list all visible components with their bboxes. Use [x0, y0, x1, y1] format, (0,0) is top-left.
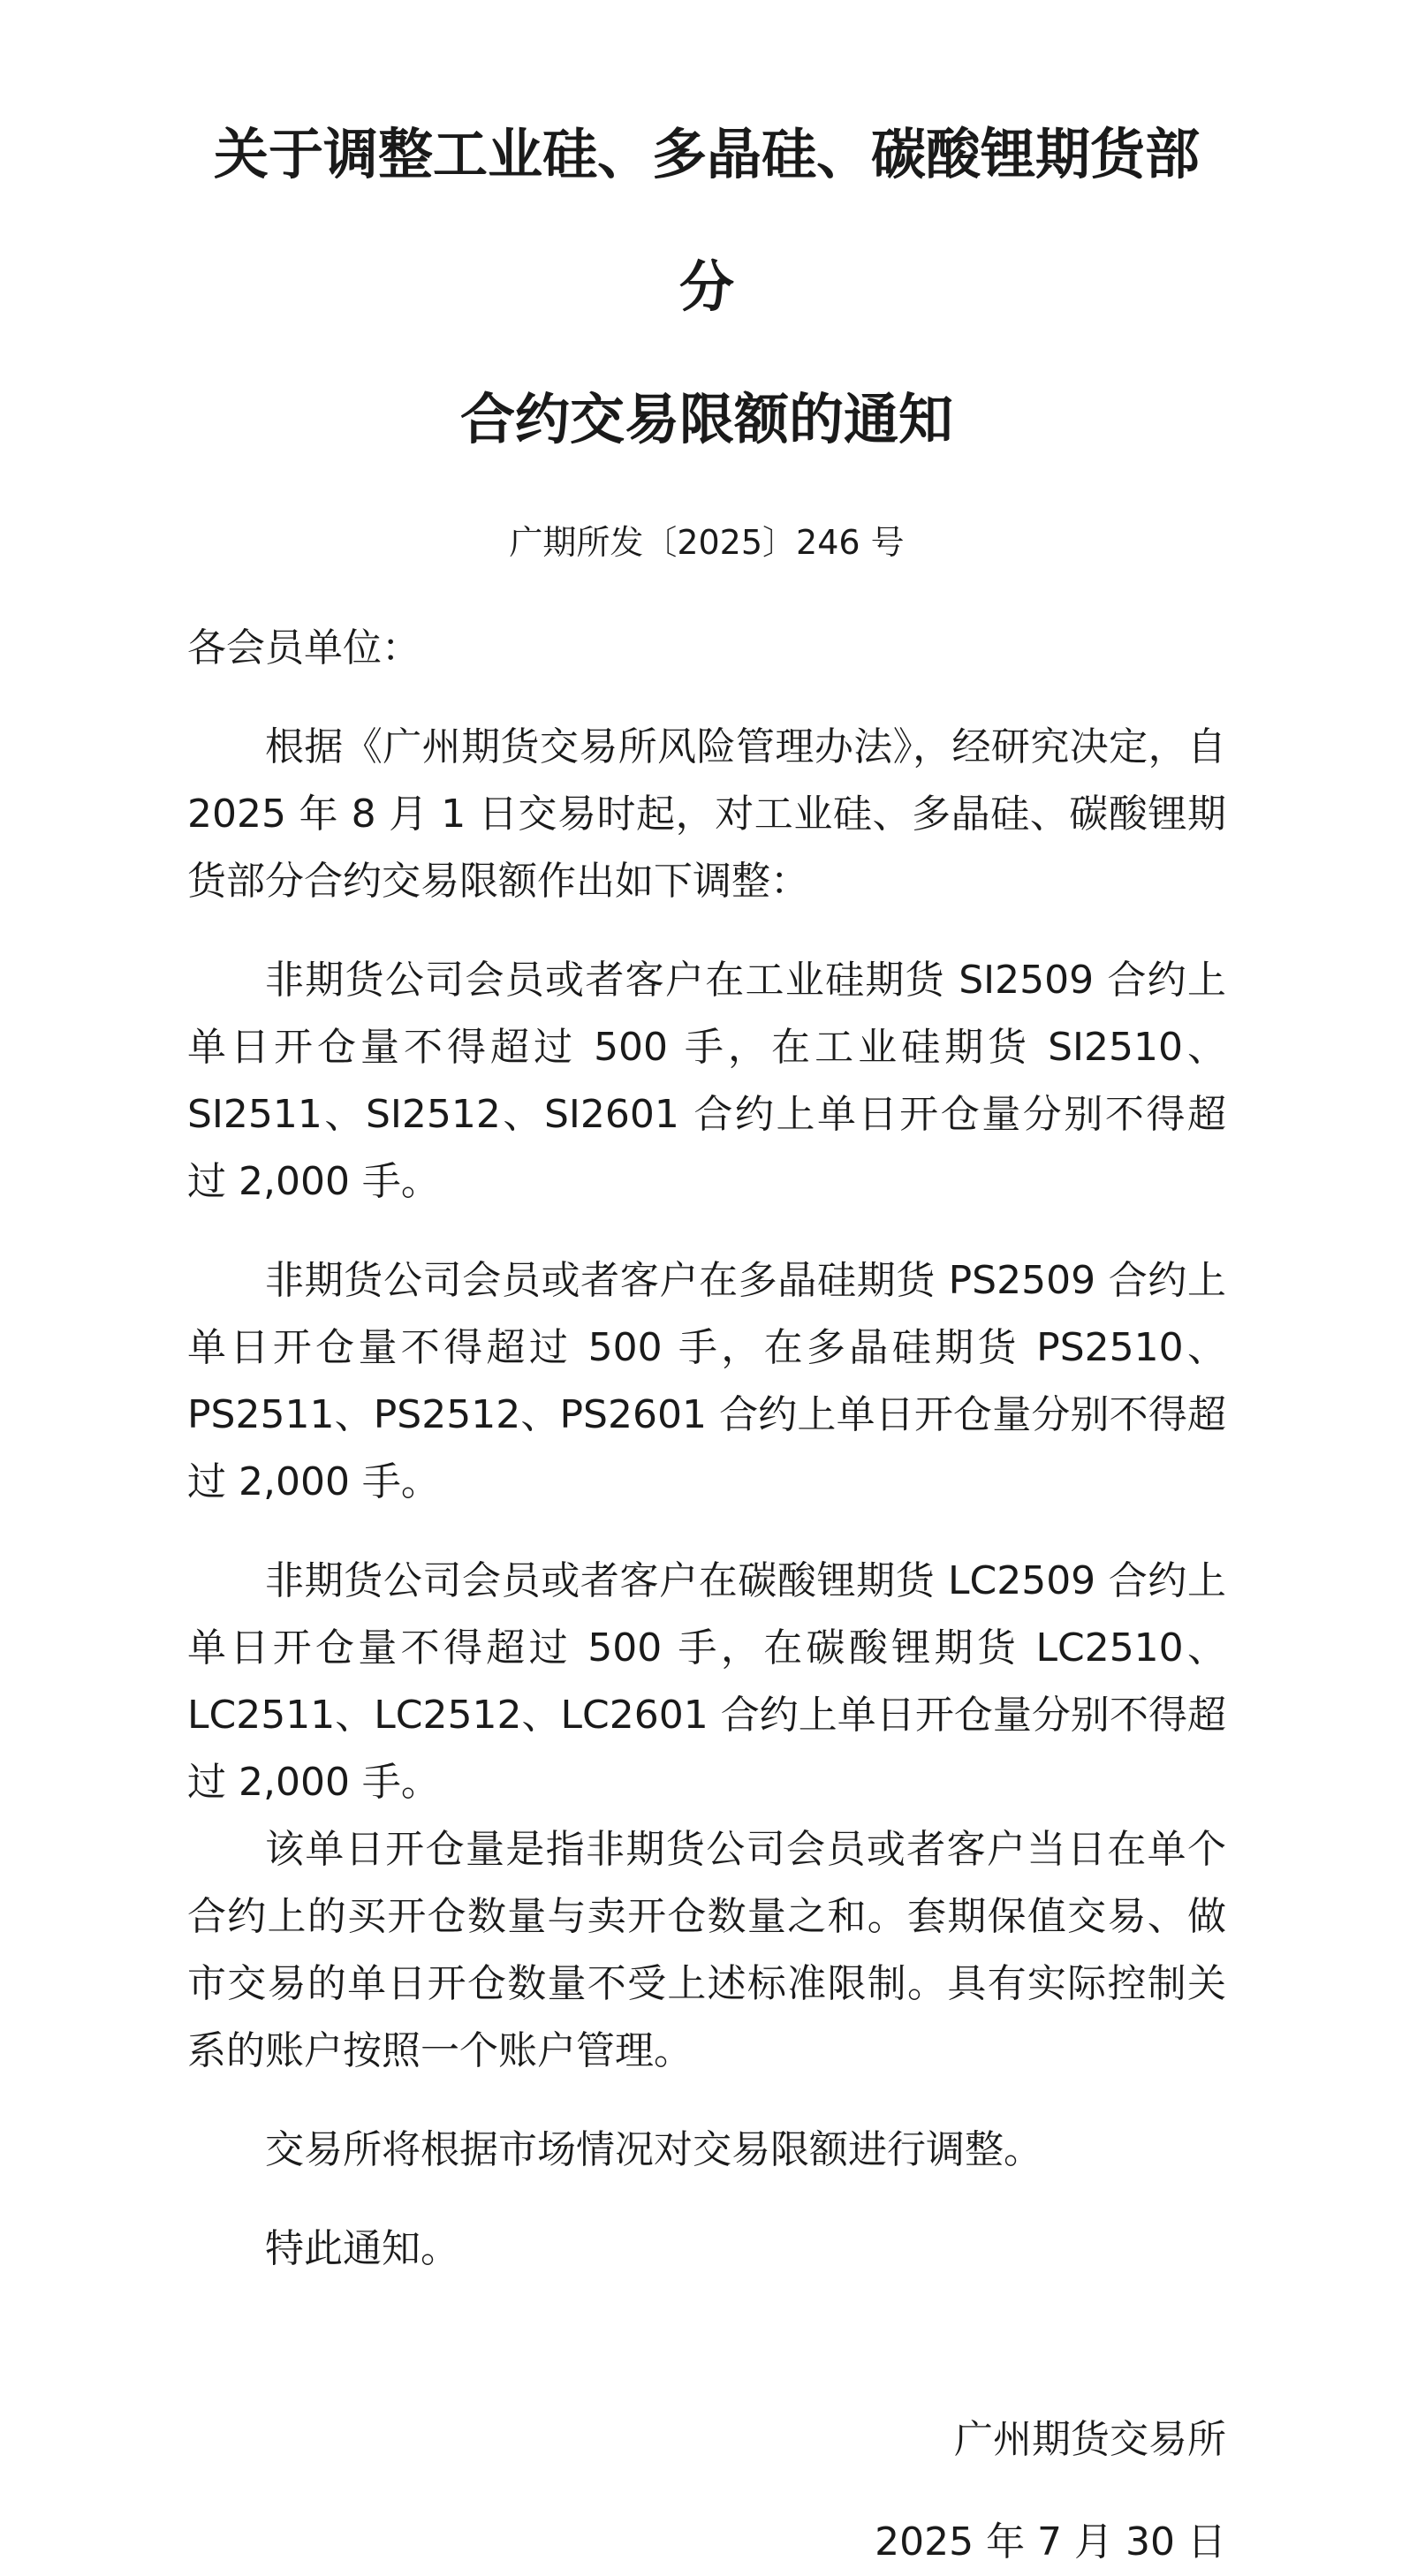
- signature-organization: 广州期货交易所: [954, 2417, 1226, 2462]
- salutation: 各会员单位：: [187, 625, 421, 671]
- paragraph-definition: 该单日开仓量是指非期货公司会员或者客户当日在单个合约上的买开仓数量与卖开仓数量之和。套期保值交易、做市交易的单日开仓数量不受上述标准限制。具有实际控制关系的账户按照一个账户管理。: [187, 1827, 1226, 2073]
- paragraph-polysilicon: 非期货公司会员或者客户在多晶硅期货 PS2509 合约上单日开仓量不得超过 500 手，在多晶硅期货 PS2510、PS2511、PS2512、PS2601 合约上单日开仓量分别不得超过 2,000 手。: [187, 1258, 1226, 1504]
- notice-body: [187, 714, 1226, 2283]
- title-line-2: 合约交易限额的通知: [459, 387, 953, 451]
- notice-document: [187, 0, 1226, 2576]
- notice-title: [187, 0, 1226, 486]
- title-line-1: 关于调整工业硅、多晶硅、碳酸锂期货部分: [213, 122, 1200, 319]
- paragraph-industrial-silicon: 非期货公司会员或者客户在工业硅期货 SI2509 合约上单日开仓量不得超过 500 手，在工业硅期货 SI2510、SI2511、SI2512、SI2601 合约上单日开仓量分别不得超过 2,000 手。: [187, 958, 1226, 1204]
- paragraph-closing: 特此通知。: [265, 2226, 459, 2271]
- paragraph-lithium-carbonate: 非期货公司会员或者客户在碳酸锂期货 LC2509 合约上单日开仓量不得超过 500 手，在碳酸锂期货 LC2510、LC2511、LC2512、LC2601 合约上单日开仓量分别不得超过 2,000 手。: [187, 1558, 1226, 1805]
- paragraph-adjustment: 交易所将根据市场情况对交易限额进行调整。: [265, 2127, 1042, 2172]
- paragraph-intro: 根据《广州期货交易所风险管理办法》，经研究决定，自 2025 年 8 月 1 日交易时起，对工业硅、多晶硅、碳酸锂期货部分合约交易限额作出如下调整：: [187, 724, 1226, 904]
- signature-date: 2025 年 7 月 30 日: [875, 2519, 1226, 2565]
- document-number: 广期所发〔2025〕246 号: [509, 523, 905, 562]
